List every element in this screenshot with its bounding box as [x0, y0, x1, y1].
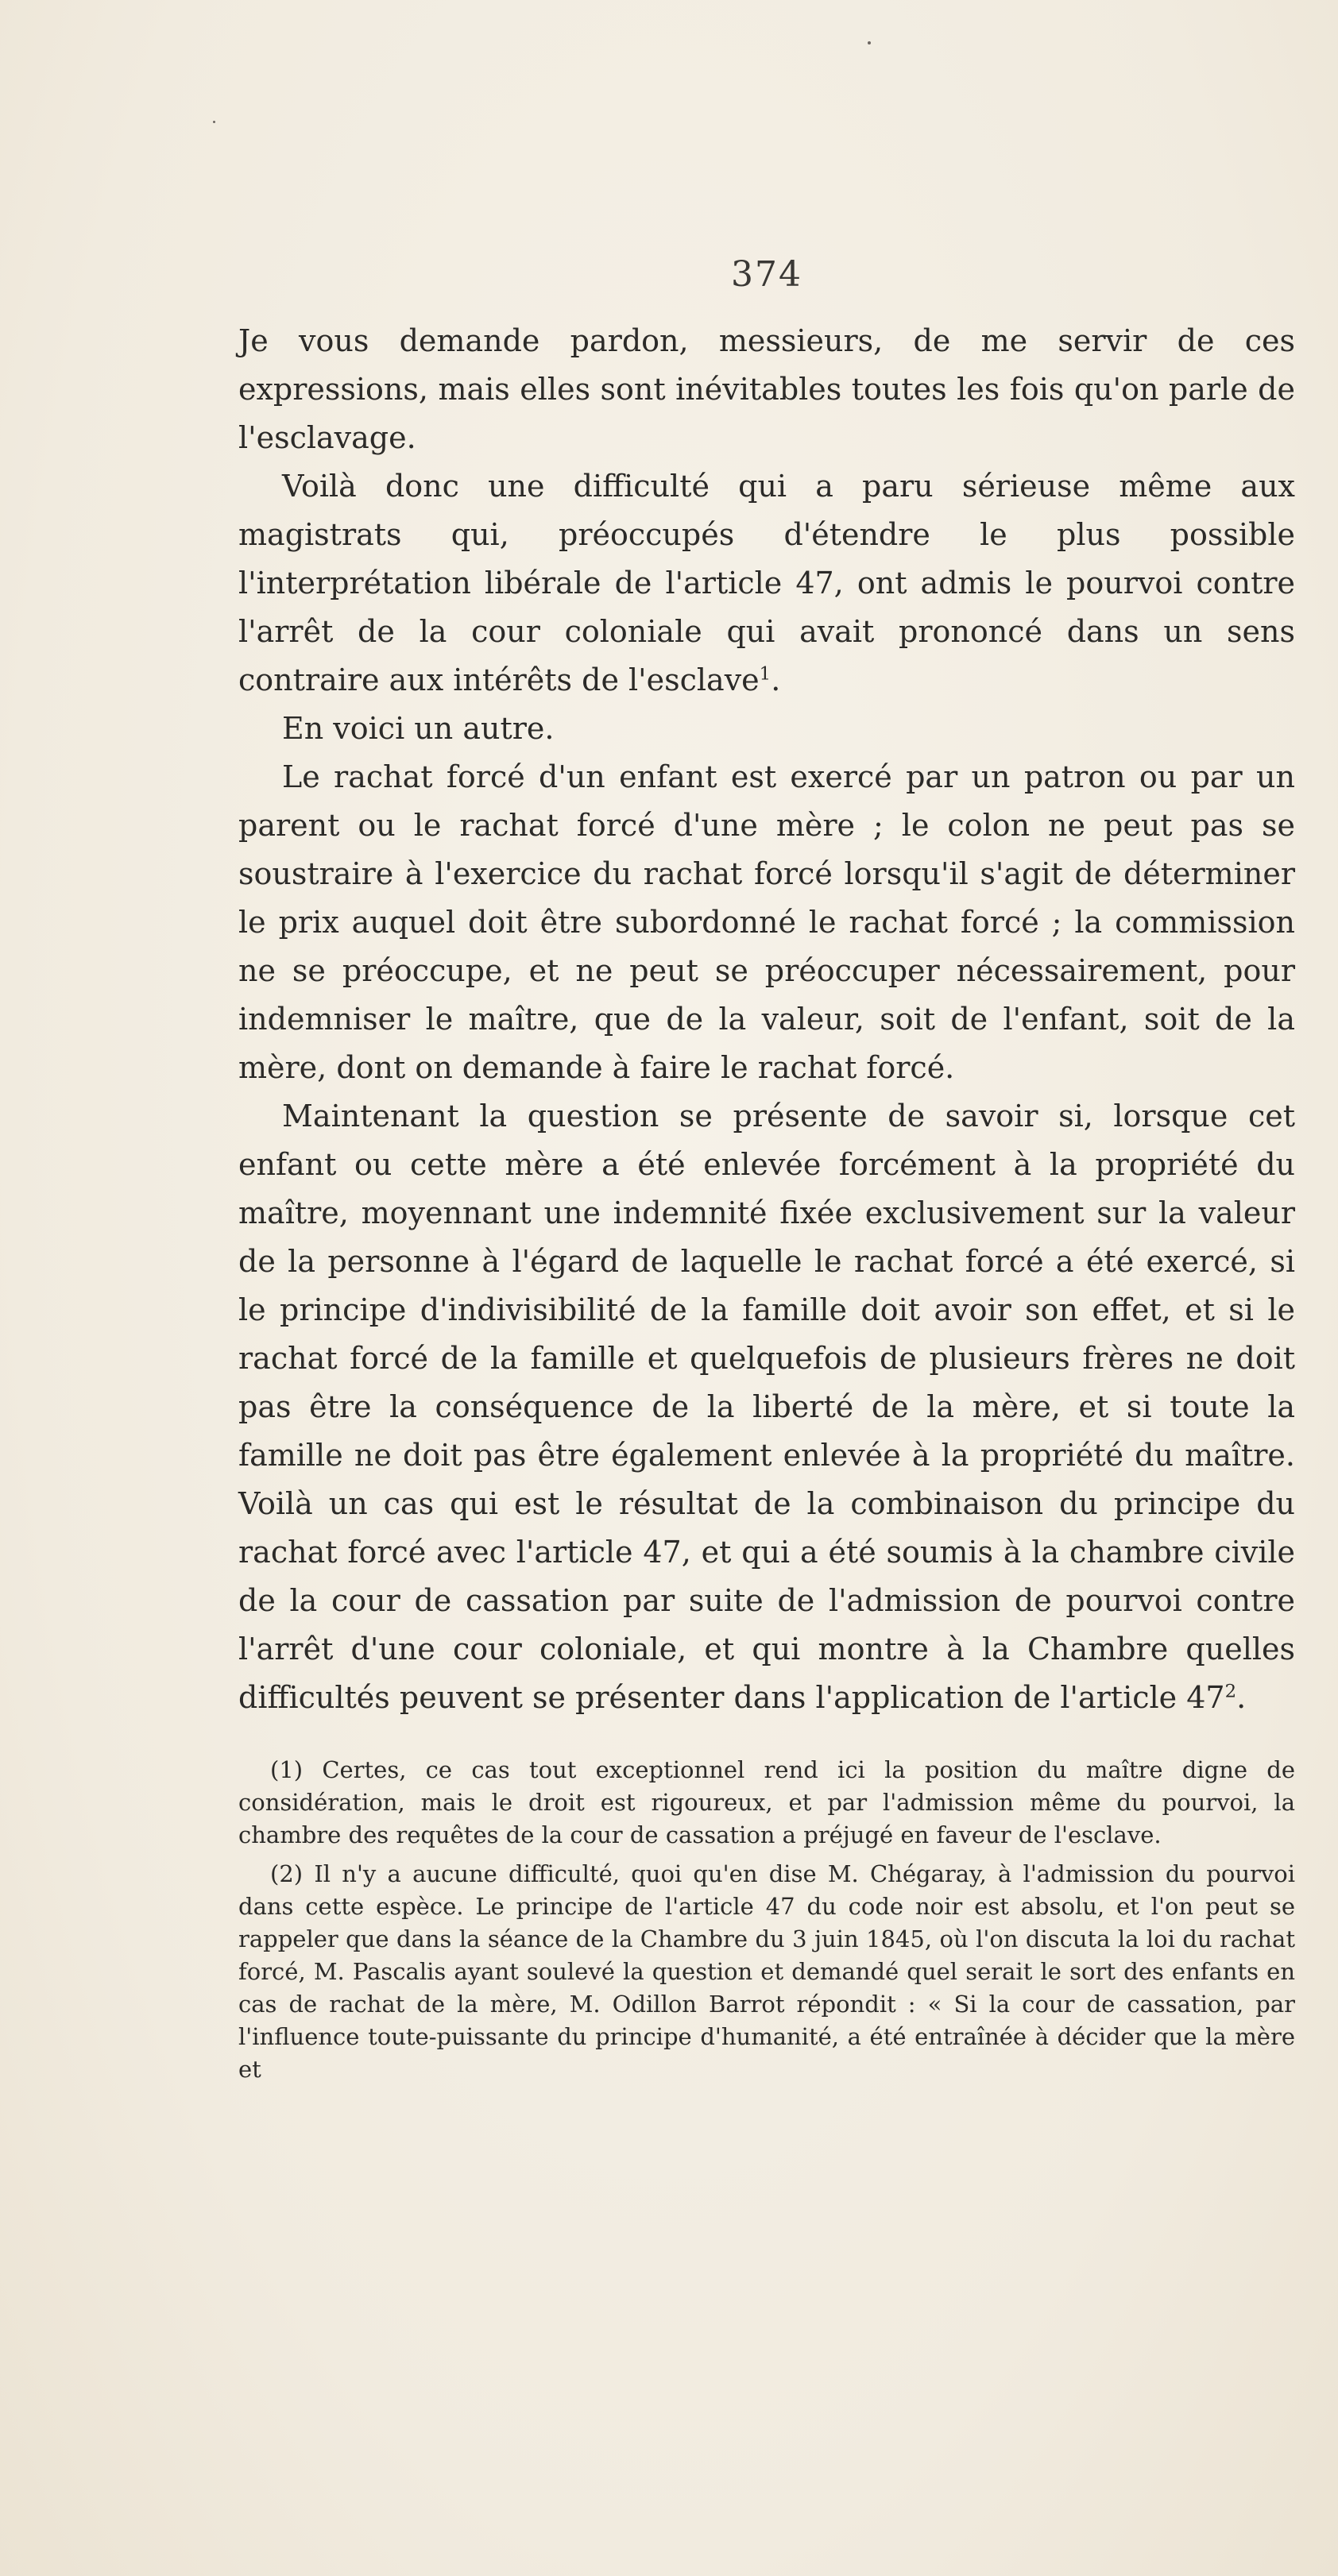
paragraph: Je vous demande pardon, messieurs, de me servir de ces expressions, mais elles sont inévitables toutes les fois qu'on parle de l'esclavage. — [238, 323, 1295, 455]
paragraph: Maintenant la question se présente de savoir si, lorsque cet enfant ou cette mère a été enlevée forcément à la propriété du maître, moyennant une indemnité fixée exclusivement sur la valeur de la personne à l'égard de laquelle le rachat forcé a été exercé, si le principe d'indivisibilité de la famille doit avoir son effet, et si le rachat forcé de la famille et quelquefois de plusieurs frères ne doit pas être la conséquence de la liberté de la mère, et si toute la famille ne doit pas être également enlevée à la propriété du maître. Voilà un cas qui est le résultat de la combinaison du principe du rachat forcé avec l'article 47, et qui a été soumis à la chambre civile de la cour de cassation par suite de l'admission de pourvoi contre l'arrêt d'une cour coloniale, et qui montre à la Chambre quelles difficultés peuvent se présenter dans l'application de l'article $47^2$. — [238, 1099, 1295, 1715]
page-content — [238, 254, 1295, 2092]
footnote: (1) Certes, ce cas tout exceptionnel rend ici la position du maître digne de considération, mais le droit est rigoureux, et par l'admission même du pourvoi, la chambre des requêtes de la cour de cassation a préjugé en faveur de l'esclave. — [238, 1756, 1295, 1848]
body-text — [238, 317, 1295, 1722]
paragraph: En voici un autre. — [282, 711, 555, 746]
paper-speck — [213, 121, 215, 123]
footnotes — [238, 1754, 1295, 2086]
paragraph: Voilà donc une difficulté qui a paru sérieuse même aux magistrats qui, préoccupés d'étendre le plus possible l'interprétation libérale de l'article 47, ont admis le pourvoi contre l'arrêt de la cour coloniale qui avait prononcé dans un sens contraire aux intérêts de l'esclave$^1$. — [238, 469, 1295, 697]
footnote: (2) Il n'y a aucune difficulté, quoi qu'en dise M. Chégaray, à l'admission du pourvoi dans cette espèce. Le principe de l'article 47 du code noir est absolu, et l'on peut se rappeler que dans la séance de la Chambre du 3 juin 1845, où l'on discuta la loi du rachat forcé, M. Pascalis ayant soulevé la question et demandé quel serait le sort des enfants en cas de rachat de la mère, M. Odillon Barrot répondit : « Si la cour de cassation, par l'influence toute-puissante du principe d'humanité, a été entraînée à décider que la mère et — [238, 1860, 1295, 2083]
footnote-ref[interactable]: 2 — [1224, 1681, 1237, 1702]
footnote-ref[interactable]: 1 — [759, 663, 771, 685]
page-number: 374 — [731, 254, 802, 295]
paragraph: Le rachat forcé d'un enfant est exercé par un patron ou par un parent ou le rachat forcé d'une mère ; le colon ne peut pas se soustraire à l'exercice du rachat forcé lorsqu'il s'agit de déterminer le prix auquel doit être subordonné le rachat forcé ; la commission ne se préoccupe, et ne peut se préoccuper nécessairement, pour indemniser le maître, que de la valeur, soit de l'enfant, soit de la mère, dont on demande à faire le rachat forcé. — [238, 759, 1295, 1085]
paper-speck — [868, 41, 871, 44]
